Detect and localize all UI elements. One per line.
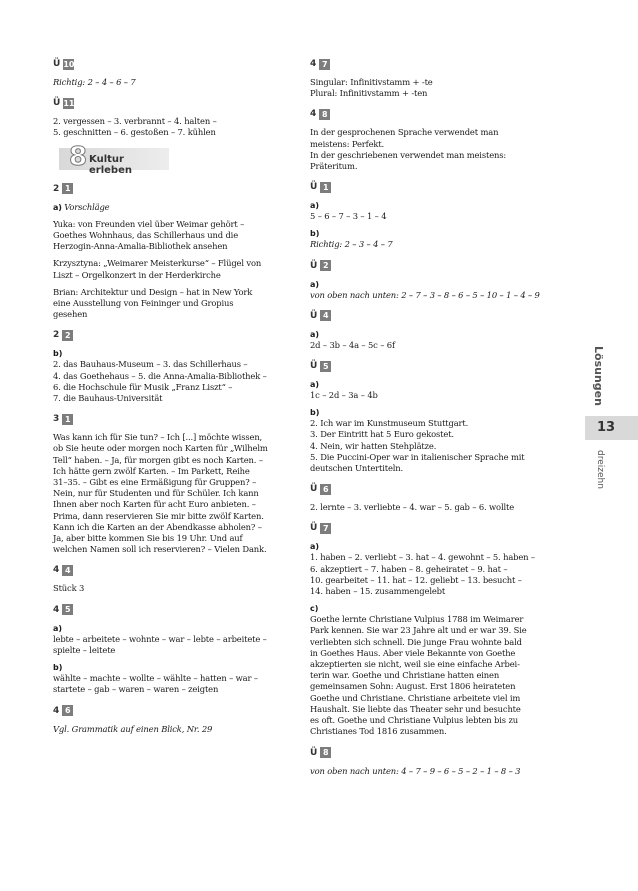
exercise-header: Ü 11 [53, 98, 75, 109]
exercise-3-1: 3 1 Was kann ich für Sie tun? – Ich [...] möchte wissen, ob Sie heute oder morgen noch Karten für „Wilhelm Tell“ haben. – Ja, für morgen gibt es noch Karten. – Ich hätte gern zwölf Karten. – Im Parkett, Reihe 31–35. – Gibt es eine Ermäßigung für Gruppen? – Nein, nur für Studenten und für Schüler. Ich kann Ihnen aber noch Karten für acht Euro anbieten. – Prima, dann reservieren Sie mir bitte zwölf Karten. Kann ich die Karten an der Abendkasse abholen? – Ja, aber bitte kommen Sie bis 19 Uhr. Und auf welchen Namen soll ich reservieren? – Vielen Dank. [53, 413, 285, 555]
exercise-number-box: 7 [319, 59, 330, 70]
answer-line: 2. vergessen – 3. verbrannt – 4. halten – [53, 116, 217, 127]
exercise-header: 2 1 [53, 183, 285, 195]
right-column [310, 58, 548, 786]
exercise-number-box: 8 [320, 747, 331, 758]
exercise-number-box: 1 [320, 182, 331, 193]
exercise-number-box: 2 [320, 260, 331, 271]
exercise-4-6: 4 6 Vgl. Grammatik auf einen Blick, Nr. 29 [53, 705, 285, 735]
exercise-number-box: 4 [320, 310, 331, 321]
exercise-number-box: 7 [320, 523, 331, 534]
page-number-word: dreizehn [595, 450, 605, 489]
exercise-4-7: 4 7 Singular: Infinitivstamm + -te Plural: Infinitivstamm + -ten [310, 58, 548, 99]
answer-line: Richtig: 2 – 4 – 6 – 7 [53, 77, 136, 87]
answer-line: 5. geschnitten – 6. gestoßen – 7. kühlen [53, 127, 216, 138]
exercise-number-box: 8 [319, 109, 330, 120]
exercise-ue8: Ü 8 von oben nach unten: 4 – 7 – 9 – 6 – 5 – 2 – 1 – 8 – 3 [310, 747, 548, 777]
exercise-header: 4 7 [310, 58, 548, 70]
exercise-ue11 [53, 97, 285, 138]
exercise-4-5: 4 5 a) lebte – arbeitete – wohnte – war – lebte – arbeitete – spielte – leitete b) wählte – machte – wollte – wählte – hatten – war – startete – gab – waren – waren – zeigten [53, 604, 285, 696]
section-banner [59, 141, 169, 176]
exercise-ue7: Ü 7 a) 1. haben – 2. verliebt – 3. hat – 4. gewohnt – 5. haben – 6. akzeptiert – 7. haben – 8. geheiratet – 9. hat – 10. gearbeitet – 11. hat – 12. geliebt – 13. besucht – 14. haben – 15. zusammengelebt c) Goethe lernte Christiane Vulpius 1788 im Weimarer Park kennen. Sie war 23 Jahre alt und er war 39. Sie verliebten sich schnell. Die junge Frau wohnte bald in Goethes Haus. Aber viele Bekannte von Goethe akzeptierten sie nicht, weil sie eine einfache Arbei- terin war. Goethe und Christiane hatten einen gemeinsamen Sohn: August. Erst 1806 heirateten Goethe und Christiane. Christiane arbeitete viel im Haushalt. Sie liebte das Theater sehr und besuchte es oft. Goethe und Christiane Vulpius lebten bis zu Christianes Tod 1816 zusammen. [310, 522, 548, 737]
exercise-2-2: 2 2 b) 2. das Bauhaus-Museum – 3. das Schillerhaus – 4. das Goethehaus – 5. die Anna-Amalia-Bibliothek – 6. die Hochschule für Musik „Franz Liszt“ – 7. die Bauhaus-Universität [53, 329, 285, 404]
exercise-header: 4 6 [53, 705, 285, 717]
exercise-header: Ü 2 [310, 260, 548, 272]
sub-heading: a) Vorschläge [53, 201, 110, 212]
exercise-4-4: 4 4 Stück 3 [53, 564, 285, 594]
exercise-header: Ü 7 [310, 522, 548, 534]
exercise-4-8: 4 8 In der gesprochenen Sprache verwendet man meistens: Perfekt. In der geschriebenen verwendet man meistens: Präteritum. [310, 108, 548, 172]
exercise-number-box: 6 [320, 484, 331, 495]
exercise-ue2: Ü 2 a) von oben nach unten: 2 – 7 – 3 – 8 – 6 – 5 – 10 – 1 – 4 – 9 [310, 260, 548, 301]
sub-heading: b) [53, 663, 63, 673]
exercise-header: Ü 5 [310, 360, 548, 372]
exercise-header: 4 8 [310, 108, 548, 120]
exercise-number-box: 11 [63, 98, 75, 108]
exercise-header: Ü 4 [310, 310, 548, 322]
answer-paragraph: Yuka: von Freunden viel über Weimar gehört – Goethes Wohnhaus, das Schillerhaus und die Herzogin-Anna-Amalia-Bibliothek ansehen [53, 218, 245, 252]
exercise-number-box: 5 [62, 604, 73, 615]
exercise-header: 2 2 [53, 329, 285, 341]
exercise-ue10 [53, 58, 285, 88]
exercise-2-1 [53, 183, 285, 321]
answer-paragraph: Krzysztyna: „Weimarer Meisterkurse“ – Flügel von Liszt – Orgelkonzert in der Herderkirche [53, 258, 262, 280]
exercise-ue4: Ü 4 a) 2d – 3b – 4a – 5c – 6f [310, 310, 548, 351]
exercise-header: 3 1 [53, 413, 285, 425]
section-title: Kultur erleben [89, 153, 132, 176]
exercise-number-box: 2 [62, 330, 73, 341]
exercise-header: 4 4 [53, 564, 285, 576]
exercise-header: Ü 10 [53, 59, 75, 69]
answer-paragraph: Brian: Architektur und Design – hat in New York eine Ausstellung von Feininger und Gropius gesehen [53, 286, 253, 320]
exercise-ue6: Ü 6 2. lernte – 3. verliebte – 4. war – 5. gab – 6. wollte [310, 483, 548, 513]
side-tab-title: Lösungen [592, 346, 605, 406]
exercise-header: Ü 1 [310, 181, 548, 193]
exercise-header: Ü 8 [310, 747, 548, 759]
exercise-number-box: 6 [62, 705, 73, 716]
exercise-number-box: 10 [63, 59, 75, 69]
sub-heading: a) [53, 623, 63, 633]
sub-heading: b) [53, 349, 63, 359]
exercise-header: 4 5 [53, 604, 285, 616]
exercise-ue1: Ü 1 a) 5 – 6 – 7 – 3 – 1 – 4 b) Richtig: 2 – 3 – 4 – 7 [310, 181, 548, 250]
side-tab [585, 340, 638, 510]
left-column [53, 58, 285, 744]
exercise-ue5: Ü 5 a) 1c – 2d – 3a – 4b b) 2. Ich war im Kunstmuseum Stuttgart. 3. Der Eintritt hat 5 Euro gekostet. 4. Nein, wir hatten Stehplätze. 5. Die Puccini-Oper war in italienischer Sprache mit deutschen Untertiteln. [310, 360, 548, 474]
exercise-number-box: 1 [62, 414, 73, 425]
exercise-number-box: 5 [320, 361, 331, 372]
page-number: 13 [597, 420, 616, 435]
exercise-number-box: 1 [62, 183, 73, 194]
exercise-number-box: 4 [62, 565, 73, 576]
exercise-header: Ü 6 [310, 483, 548, 495]
section-number: 8 [69, 141, 88, 172]
